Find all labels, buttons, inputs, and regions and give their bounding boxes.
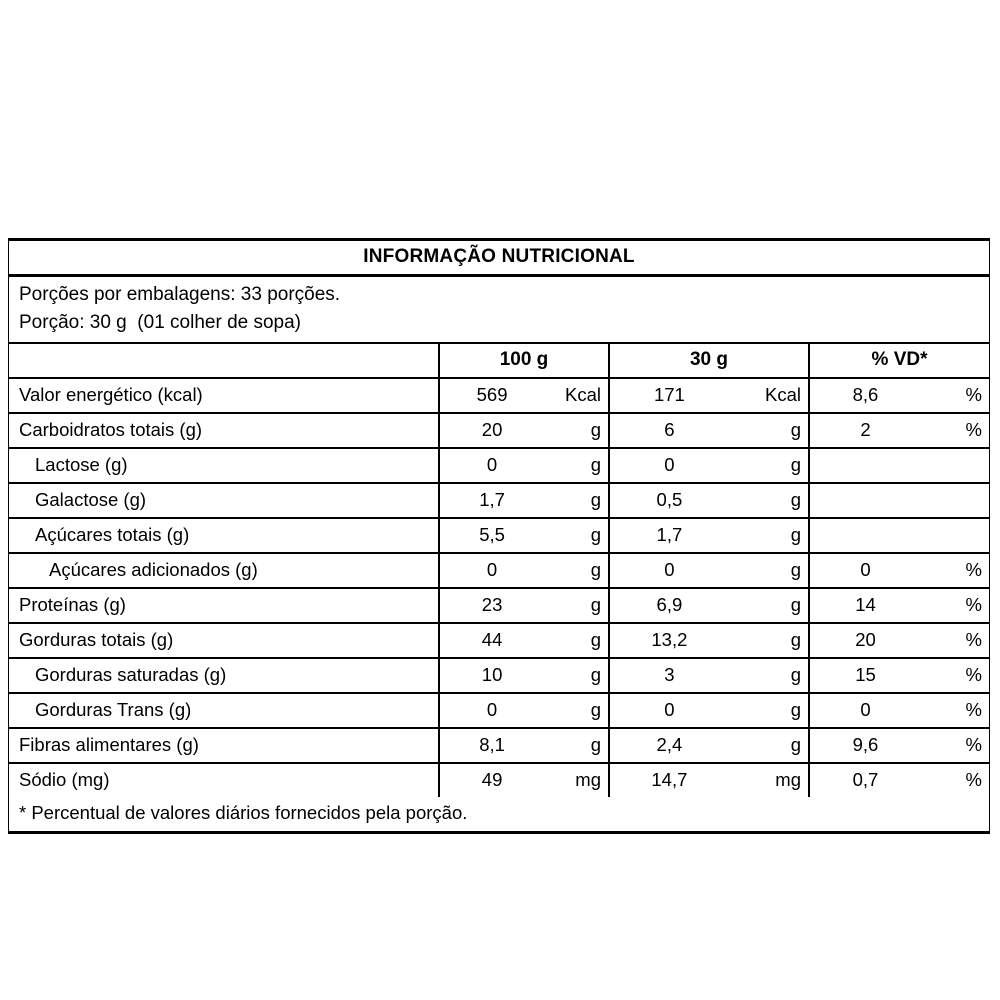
value-vd: 0: [860, 559, 871, 581]
value-cell-vd-inner: [810, 519, 989, 530]
value-cell-100g-inner: [440, 414, 608, 447]
nutrient-label-cell: [9, 694, 438, 727]
unit-100g: g: [590, 454, 601, 476]
unit-100g: g: [590, 664, 601, 686]
table-row: [9, 659, 989, 694]
nutrient-label-cell: [9, 554, 438, 587]
value-vd: 9,6: [852, 734, 879, 756]
value-cell-100g-inner: [440, 484, 608, 517]
value-cell-100g-inner: [440, 624, 608, 657]
nutrient-label-cell: [9, 764, 438, 797]
unit-vd: %: [965, 559, 982, 581]
value-cell-vd: [808, 519, 989, 552]
value-cell-vd: [808, 764, 989, 797]
unit-vd: %: [965, 769, 982, 791]
value-cell-portion-inner: [610, 729, 808, 762]
value-cell-portion-inner: [610, 659, 808, 692]
value-portion: 6,9: [656, 594, 683, 616]
value-cell-vd: [808, 589, 989, 622]
value-cell-vd-inner: [810, 484, 989, 495]
value-100g: 0: [486, 559, 498, 581]
table-row: [9, 554, 989, 589]
nutrient-label: Gorduras Trans (g): [35, 699, 192, 721]
unit-vd: %: [965, 664, 982, 686]
value-cell-100g-inner: [440, 379, 608, 412]
value-100g: 10: [481, 664, 503, 686]
header-cell-portion: 30 g: [608, 344, 808, 377]
nutrient-label-cell: [9, 729, 438, 762]
nutrient-label: Açúcares adicionados (g): [49, 559, 258, 581]
value-cell-vd-inner: [810, 449, 989, 460]
value-cell-portion: [608, 694, 808, 727]
value-cell-100g: [438, 484, 608, 517]
value-cell-vd: [808, 554, 989, 587]
value-cell-portion: [608, 449, 808, 482]
value-cell-portion-inner: [610, 589, 808, 622]
value-100g: 1,7: [479, 489, 505, 511]
value-cell-vd-inner: [810, 764, 989, 797]
value-vd: 15: [855, 664, 876, 686]
value-cell-100g-inner: [440, 449, 608, 482]
value-cell-portion-inner: [610, 694, 808, 727]
value-vd: 0,7: [852, 769, 879, 791]
value-cell-vd: [808, 624, 989, 657]
value-100g: 5,5: [479, 524, 505, 546]
value-cell-portion: [608, 624, 808, 657]
value-cell-100g-inner: [440, 764, 608, 797]
value-portion: 0: [664, 559, 675, 581]
unit-portion: g: [790, 664, 801, 686]
unit-portion: g: [790, 734, 801, 756]
unit-vd: %: [965, 734, 982, 756]
value-portion: 0,5: [656, 489, 683, 511]
value-cell-vd: [808, 694, 989, 727]
unit-vd: %: [965, 594, 982, 616]
value-cell-vd-inner: [810, 414, 989, 447]
value-cell-100g: [438, 764, 608, 797]
nutrient-label: Valor energético (kcal): [19, 384, 203, 406]
value-cell-portion: [608, 519, 808, 552]
table-row: [9, 694, 989, 729]
header-cell-100g: 100 g: [438, 344, 608, 377]
value-cell-portion-inner: [610, 414, 808, 447]
nutrient-label-cell: [9, 624, 438, 657]
servings-per-package-text: Porções por embalagens: 33 porções.: [19, 284, 341, 305]
value-cell-100g-inner: [440, 554, 608, 587]
nutrient-label: Galactose (g): [35, 489, 147, 511]
value-portion: 6: [664, 419, 675, 441]
table-row: [9, 519, 989, 554]
value-100g: 23: [481, 594, 503, 616]
unit-vd: %: [965, 629, 982, 651]
value-cell-100g: [438, 519, 608, 552]
value-cell-portion: [608, 484, 808, 517]
value-cell-vd-inner: [810, 659, 989, 692]
value-cell-portion: [608, 659, 808, 692]
table-header-row: [9, 344, 989, 379]
value-cell-vd-inner: [810, 694, 989, 727]
nutrient-label-cell: [9, 659, 438, 692]
unit-100g: g: [590, 629, 601, 651]
value-cell-100g: [438, 449, 608, 482]
unit-portion: g: [790, 594, 801, 616]
nutrient-label: Gorduras totais (g): [19, 629, 174, 651]
value-100g: 8,1: [479, 734, 505, 756]
unit-vd: %: [965, 699, 982, 721]
unit-portion: mg: [775, 769, 801, 791]
value-cell-100g: [438, 694, 608, 727]
serving-info-row: [9, 277, 989, 344]
value-cell-vd: [808, 379, 989, 412]
value-cell-vd: [808, 729, 989, 762]
nutrient-label: Lactose (g): [35, 454, 128, 476]
value-cell-portion-inner: [610, 449, 808, 482]
nutrient-label: Fibras alimentares (g): [19, 734, 199, 756]
value-cell-portion-inner: [610, 484, 808, 517]
value-cell-vd-inner: [810, 729, 989, 762]
unit-100g: g: [590, 559, 601, 581]
header-cell-vd: % VD*: [808, 344, 989, 377]
value-cell-100g: [438, 589, 608, 622]
value-cell-portion-inner: [610, 554, 808, 587]
value-cell-100g-inner: [440, 729, 608, 762]
value-100g: 0: [486, 699, 498, 721]
value-cell-100g: [438, 659, 608, 692]
value-cell-vd: [808, 659, 989, 692]
nutrient-label: Carboidratos totais (g): [19, 419, 203, 441]
nutrient-label: Açúcares totais (g): [35, 524, 190, 546]
unit-portion: g: [790, 699, 801, 721]
unit-vd: %: [965, 384, 982, 406]
value-portion: 13,2: [651, 629, 688, 651]
value-cell-portion-inner: [610, 764, 808, 797]
value-cell-portion-inner: [610, 624, 808, 657]
table-row: [9, 379, 989, 414]
value-cell-vd-inner: [810, 589, 989, 622]
unit-100g: g: [590, 699, 601, 721]
nutrient-label-cell: [9, 519, 438, 552]
value-cell-portion: [608, 729, 808, 762]
value-cell-portion-inner: [610, 519, 808, 552]
nutrition-facts-panel: [8, 238, 990, 834]
unit-portion: g: [790, 419, 801, 441]
page-title: INFORMAÇÃO NUTRICIONAL: [363, 246, 635, 267]
value-100g: 20: [481, 419, 503, 441]
value-cell-100g-inner: [440, 589, 608, 622]
value-100g: 49: [481, 769, 503, 791]
value-cell-portion-inner: [610, 379, 808, 412]
table-row: [9, 589, 989, 624]
table-row: [9, 449, 989, 484]
nutrient-label-cell: [9, 589, 438, 622]
unit-100g: g: [590, 524, 601, 546]
value-cell-portion: [608, 414, 808, 447]
unit-portion: g: [790, 629, 801, 651]
unit-100g: g: [590, 419, 601, 441]
nutrient-label: Gorduras saturadas (g): [35, 664, 227, 686]
serving-size-text: Porção: 30 g (01 colher de sopa): [19, 312, 302, 334]
value-cell-vd: [808, 484, 989, 517]
unit-100g: Kcal: [565, 384, 601, 406]
value-cell-100g: [438, 624, 608, 657]
value-cell-vd-inner: [810, 379, 989, 412]
value-cell-vd-inner: [810, 554, 989, 587]
value-portion: 1,7: [656, 524, 683, 546]
value-portion: 3: [664, 664, 675, 686]
value-100g: 569: [476, 384, 508, 406]
value-vd: 20: [855, 629, 876, 651]
value-vd: 8,6: [852, 384, 879, 406]
value-100g: 0: [486, 454, 498, 476]
footnote-row: [9, 797, 989, 831]
value-portion: 14,7: [651, 769, 688, 791]
unit-portion: g: [790, 454, 801, 476]
value-cell-vd: [808, 449, 989, 482]
nutrition-rows: [9, 379, 989, 797]
value-100g: 44: [481, 629, 503, 651]
unit-100g: g: [590, 489, 601, 511]
value-cell-100g: [438, 729, 608, 762]
serving-info: [9, 277, 989, 342]
value-cell-vd-inner: [810, 624, 989, 657]
value-cell-100g: [438, 379, 608, 412]
nutrition-title-row: [9, 241, 989, 277]
table-row: [9, 764, 989, 797]
nutrient-label-cell: [9, 449, 438, 482]
value-cell-portion: [608, 764, 808, 797]
value-cell-portion: [608, 379, 808, 412]
unit-portion: Kcal: [765, 384, 801, 406]
value-portion: 0: [664, 699, 675, 721]
value-portion: 2,4: [656, 734, 683, 756]
value-cell-portion: [608, 589, 808, 622]
value-vd: 2: [860, 419, 871, 441]
value-cell-portion: [608, 554, 808, 587]
unit-portion: g: [790, 524, 801, 546]
table-row: [9, 414, 989, 449]
value-cell-100g-inner: [440, 659, 608, 692]
table-row: [9, 729, 989, 764]
value-cell-100g-inner: [440, 519, 608, 552]
unit-portion: g: [790, 559, 801, 581]
nutrient-label: Sódio (mg): [19, 769, 110, 791]
value-vd: 14: [855, 594, 876, 616]
unit-100g: mg: [575, 769, 601, 791]
unit-vd: %: [965, 419, 982, 441]
nutrient-label-cell: [9, 484, 438, 517]
value-vd: 0: [860, 699, 871, 721]
nutrient-label-cell: [9, 379, 438, 412]
table-row: [9, 484, 989, 519]
unit-100g: g: [590, 594, 601, 616]
nutrient-label: Proteínas (g): [19, 594, 126, 616]
table-row: [9, 624, 989, 659]
value-portion: 171: [653, 384, 685, 406]
header-cell-label: [9, 344, 438, 377]
unit-100g: g: [590, 734, 601, 756]
footnote-text: * Percentual de valores diários fornecidos pela porção.: [19, 802, 468, 824]
value-cell-100g: [438, 554, 608, 587]
value-cell-100g-inner: [440, 694, 608, 727]
nutrient-label-cell: [9, 414, 438, 447]
value-cell-vd: [808, 414, 989, 447]
value-cell-100g: [438, 414, 608, 447]
value-portion: 0: [664, 454, 675, 476]
unit-portion: g: [790, 489, 801, 511]
